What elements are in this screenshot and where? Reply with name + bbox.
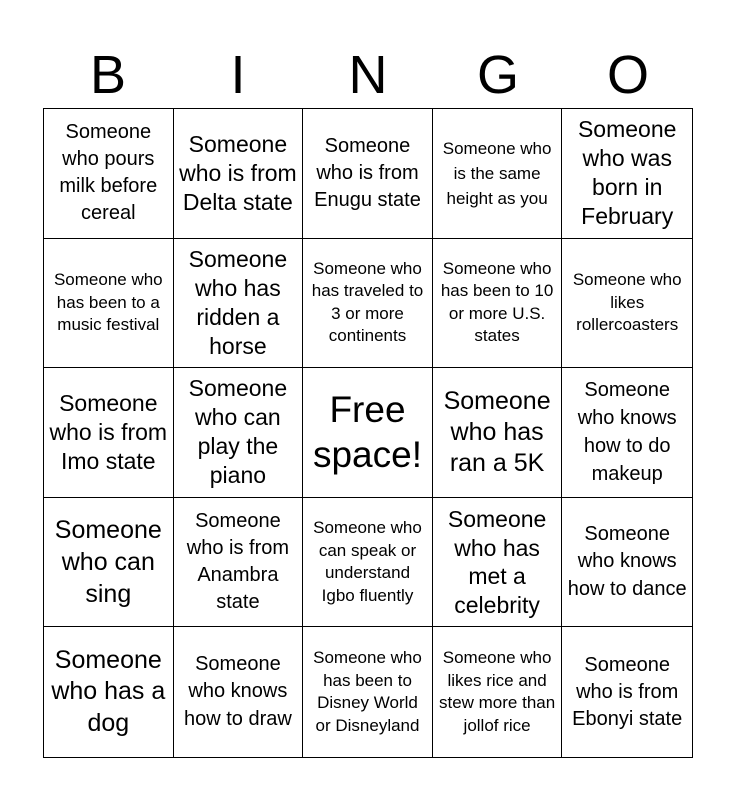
bingo-header <box>43 40 693 108</box>
cell-text: Someone who can play the piano <box>188 375 288 489</box>
cell-text: Someone who is from Enugu state <box>314 134 421 211</box>
cell-text: Someone who has ran a 5K <box>443 386 551 477</box>
bingo-cell[interactable] <box>562 109 692 239</box>
cell-text: Someone who can sing <box>54 516 162 609</box>
cell-text: Someone who pours milk before cereal <box>59 121 158 225</box>
bingo-cell[interactable] <box>433 109 563 239</box>
header-letter-i: I <box>230 45 246 105</box>
cell-text: Someone who has traveled to 3 or more continents <box>311 258 424 346</box>
cell-text: Someone who was born in February <box>577 116 677 230</box>
cell-text: Someone who knows how to draw <box>183 652 292 730</box>
cell-text: Someone who has a dog <box>51 645 166 737</box>
bingo-cell[interactable] <box>44 239 174 369</box>
bingo-cell[interactable] <box>433 627 563 757</box>
cell-text: Someone who likes rice and stew more than jollof rice <box>438 648 556 735</box>
cell-text: Someone who likes rollercoasters <box>572 270 682 335</box>
cell-text: Someone who is from Anambra state <box>186 510 290 614</box>
bingo-cell[interactable] <box>303 627 433 757</box>
cell-text: Someone who has been to 10 or more U.S. states <box>440 258 554 346</box>
bingo-cell[interactable] <box>433 239 563 369</box>
cell-text: Someone who has ridden a horse <box>188 245 288 359</box>
cell-text: Someone who knows how to dance <box>567 522 687 600</box>
cell-text: Someone who is from Delta state <box>179 130 297 215</box>
cell-text: Someone who has been to Disney World or Disneyland <box>313 648 422 735</box>
cell-text: Someone who has been to a music festival <box>53 270 163 335</box>
header-letter-b: B <box>89 45 127 105</box>
cell-text: Someone who can speak or understand Igbo fluently <box>313 518 422 605</box>
header-letter-n: N <box>348 45 388 105</box>
bingo-cell[interactable] <box>44 109 174 239</box>
bingo-cell[interactable] <box>303 109 433 239</box>
bingo-cell[interactable] <box>433 368 563 498</box>
bingo-cell[interactable] <box>44 498 174 628</box>
cell-text: Someone who is from Ebonyi state <box>572 653 683 730</box>
bingo-cell[interactable] <box>562 627 692 757</box>
bingo-board <box>43 108 693 758</box>
bingo-cell[interactable] <box>562 498 692 628</box>
bingo-cell[interactable] <box>174 368 304 498</box>
bingo-cell[interactable] <box>174 109 304 239</box>
bingo-cell[interactable] <box>433 498 563 628</box>
cell-text: Someone who is from Imo state <box>49 389 168 474</box>
bingo-cell[interactable] <box>562 239 692 369</box>
cell-text: Someone who is the same height as you <box>442 138 552 208</box>
free-space-text: Free space! <box>312 389 422 476</box>
bingo-cell[interactable] <box>303 239 433 369</box>
bingo-cell[interactable] <box>174 239 304 369</box>
cell-text: Someone who has met a celebrity <box>447 506 547 618</box>
header-letter-o: O <box>606 45 649 105</box>
bingo-cell[interactable] <box>44 627 174 757</box>
bingo-cell[interactable] <box>174 498 304 628</box>
header-letter-g: G <box>476 45 519 105</box>
cell-text: Someone who knows how to do makeup <box>577 379 677 486</box>
bingo-cell[interactable] <box>174 627 304 757</box>
free-space-cell[interactable] <box>303 368 433 498</box>
bingo-cell[interactable] <box>303 498 433 628</box>
bingo-cell[interactable] <box>44 368 174 498</box>
bingo-cell[interactable] <box>562 368 692 498</box>
